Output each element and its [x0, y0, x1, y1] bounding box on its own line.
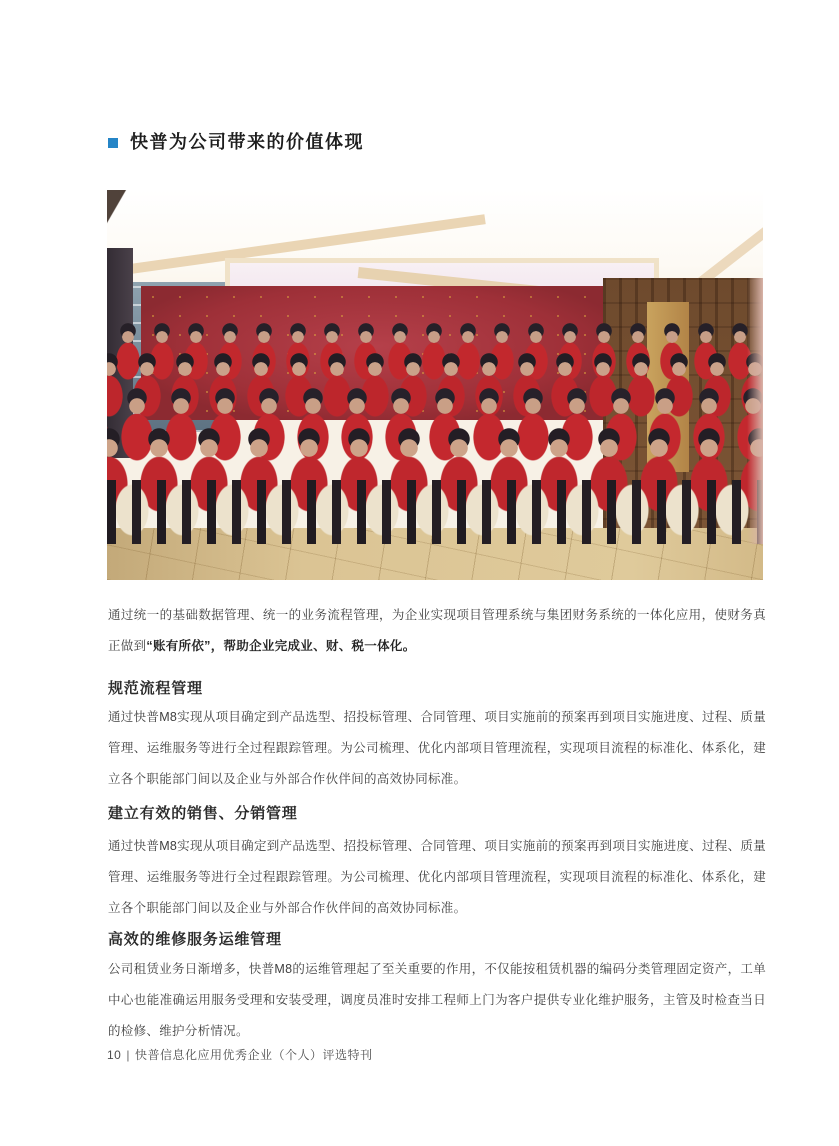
footer-page-number: 10: [107, 1048, 122, 1062]
blue-square-bullet-icon: [108, 138, 118, 148]
section-heading-sales: 建立有效的销售、分销管理: [108, 805, 298, 822]
banquet-group-photo: [107, 190, 763, 580]
footer-separator: |: [126, 1048, 130, 1062]
section-body-process: 通过快普M8实现从项目确定到产品选型、招投标管理、合同管理、项目实施前的预案再到项目实施进度、过程、质量管理、运维服务等进行全过程跟踪管理。为公司梳理、优化内部项目管理流程，实现项目流程的标准化、体系化，建立各个职能部门间以及企业与外部合作伙伴间的高效协同标准。: [108, 710, 766, 786]
section-body-maintenance: 公司租赁业务日渐增多，快普M8的运维管理起了至关重要的作用，不仅能按租赁机器的编码分类管理固定资产，工单中心也能准确运用服务受理和安装受理，调度员准时安排工程师上门为客户提供专业化维护服务，主管及时检查当日的检修、维护分析情况。: [108, 962, 766, 1038]
intro-paragraph: [108, 600, 766, 662]
section-body-sales: 通过快普M8实现从项目确定到产品选型、招投标管理、合同管理、项目实施前的预案再到项目实施进度、过程、质量管理、运维服务等进行全过程跟踪管理。为公司梳理、优化内部项目管理流程，实现项目流程的标准化、体系化，建立各个职能部门间以及企业与外部合作伙伴间的高效协同标准。: [108, 839, 766, 915]
section-heading-maintenance: 高效的维修服务运维管理: [108, 931, 282, 948]
intro-bold-phrase: “账有所依”，帮助企业完成业、财、税一体化。: [146, 639, 416, 653]
footer-title: 快普信息化应用优秀企业（个人）评选特刊: [134, 1048, 373, 1062]
section-heading-process: 规范流程管理: [108, 680, 203, 697]
photo-chair-covers: [107, 480, 763, 544]
intro-text: 通过统一的基础数据管理、统一的业务流程管理，为企业实现项目管理系统与集团财务系统的一体化应用，使财务真正做到: [108, 608, 766, 653]
page-title: 快普为公司带来的价值体现: [130, 132, 364, 152]
page-footer: [107, 1046, 373, 1063]
page-title-row: [108, 131, 364, 153]
photo-right-edge: [747, 278, 763, 544]
